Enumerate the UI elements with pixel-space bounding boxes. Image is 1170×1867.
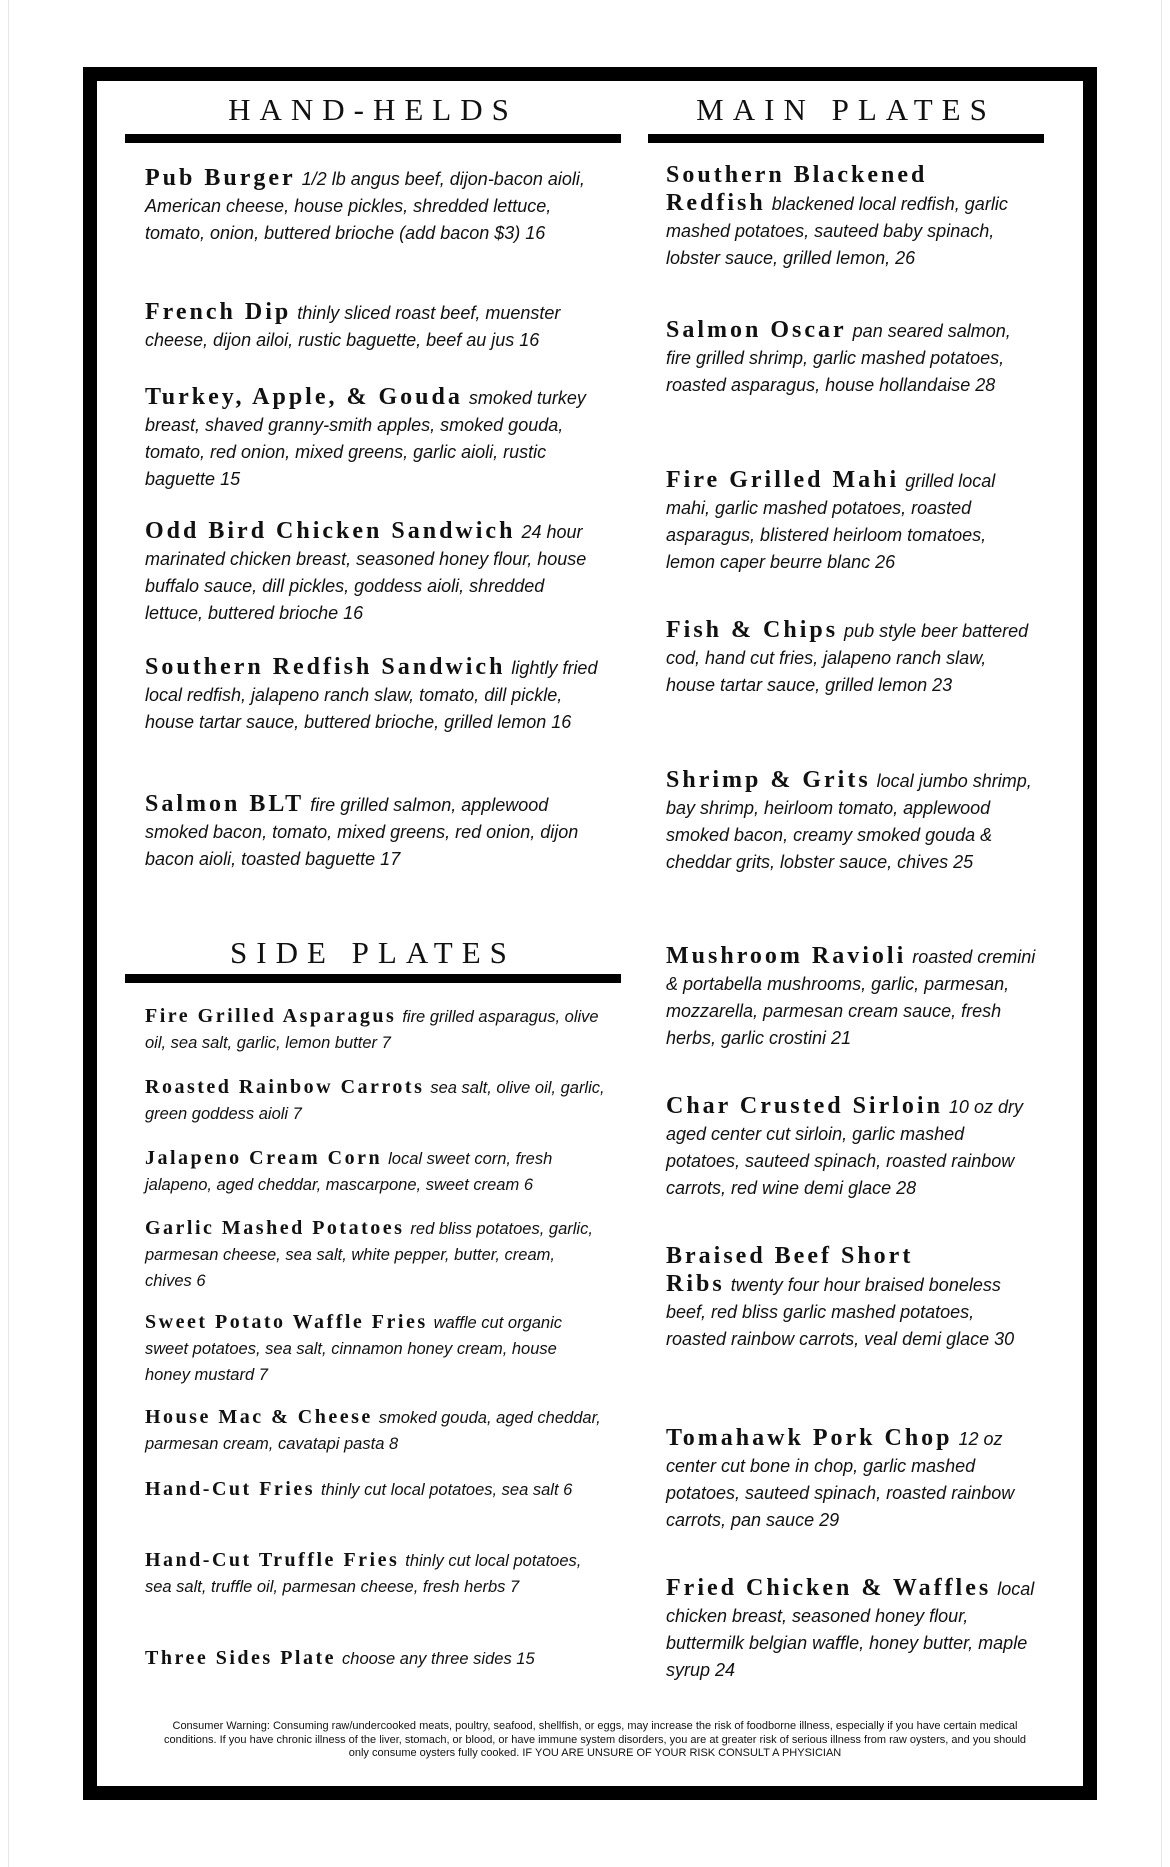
- menu-item: [145, 384, 605, 493]
- menu-item-description: 10 oz dry aged center cut sirloin, garlic mashed potatoes, sauteed spinach, roasted rainbow carrots, red wine demi glace 28: [666, 1097, 1023, 1198]
- menu-item-description: smoked turkey breast, shaved granny-smith apples, smoked gouda, tomato, red onion, mixed greens, garlic aioli, rustic baguette 15: [145, 388, 586, 489]
- menu-item-description: 1/2 lb angus beef, dijon-bacon aioli, American cheese, house pickles, shredded lettuce, tomato, onion, buttered brioche (add bacon $3) 16: [145, 169, 585, 243]
- menu-item-description: pan seared salmon, fire grilled shrimp, garlic mashed potatoes, roasted asparagus, house hollandaise 28: [666, 321, 1011, 395]
- menu-item-description: twenty four hour braised boneless beef, red bliss garlic mashed potatoes, roasted rainbow carrots, veal demi glace 30: [666, 1275, 1015, 1349]
- menu-item-description: smoked gouda, aged cheddar, parmesan cream, cavatapi pasta 8: [145, 1409, 601, 1453]
- menu-item-description: 24 hour marinated chicken breast, seasoned honey flour, house buffalo sauce, dill pickles, goddess aioli, shredded lettuce, buttered brioche 16: [145, 522, 587, 623]
- menu-item-description: red bliss potatoes, garlic, parmesan cheese, sea salt, white pepper, butter, cream, chives 6: [145, 1220, 593, 1290]
- menu-item-name: Three Sides Plate: [145, 1647, 337, 1669]
- menu-item-name: Turkey, Apple, & Gouda: [145, 384, 463, 410]
- menu-item: [145, 1074, 605, 1127]
- menu-item-name: Southern Blackened Redfish: [666, 162, 928, 216]
- main-plates-rule: [648, 134, 1044, 143]
- menu-item-name: Fire Grilled Asparagus: [145, 1005, 397, 1027]
- menu-item-name: Shrimp & Grits: [666, 767, 871, 793]
- menu-item: [145, 1215, 605, 1294]
- menu-item-name: Fried Chicken & Waffles: [666, 1575, 992, 1601]
- menu-item-name: Garlic Mashed Potatoes: [145, 1217, 405, 1239]
- menu-item-name: House Mac & Cheese: [145, 1406, 373, 1428]
- menu-item: [666, 1425, 1038, 1534]
- menu-item: [666, 1093, 1038, 1202]
- menu-item-description: waffle cut organic sweet potatoes, sea salt, cinnamon honey cream, house honey mustard 7: [145, 1314, 563, 1384]
- menu-item-description: grilled local mahi, garlic mashed potatoes, roasted asparagus, blistered heirloom tomatoes, lemon caper beurre blanc 26: [666, 471, 996, 572]
- hand-helds-rule: [125, 134, 621, 143]
- menu-item-name: Hand-Cut Truffle Fries: [145, 1549, 400, 1571]
- menu-item: [145, 654, 605, 736]
- menu-item-description: blackened local redfish, garlic mashed potatoes, sauteed baby spinach, lobster sauce, grilled lemon, 26: [666, 194, 1008, 268]
- menu-item: [666, 767, 1038, 876]
- menu-item-name: Roasted Rainbow Carrots: [145, 1076, 425, 1098]
- menu-item: [145, 1309, 605, 1388]
- menu-item: [666, 467, 1038, 576]
- menu-item-description: fire grilled salmon, applewood smoked bacon, tomato, mixed greens, red onion, dijon bacon aioli, toasted baguette 17: [145, 795, 579, 869]
- menu-item-name: Fish & Chips: [666, 617, 839, 643]
- menu-item-description: thinly cut local potatoes, sea salt 6: [321, 1481, 573, 1499]
- menu-item-description: choose any three sides 15: [342, 1650, 535, 1668]
- menu-item-name: Odd Bird Chicken Sandwich: [145, 518, 516, 544]
- menu-item-name: Salmon Oscar: [666, 317, 847, 343]
- menu-item-name: Hand-Cut Fries: [145, 1478, 315, 1500]
- menu-item: [145, 1003, 605, 1056]
- menu-item-description: 12 oz center cut bone in chop, garlic mashed potatoes, sauteed spinach, roasted rainbow carrots, pan sauce 29: [666, 1429, 1015, 1530]
- menu-item-name: Mushroom Ravioli: [666, 943, 907, 969]
- hand-helds-heading: HAND-HELDS: [228, 92, 518, 127]
- menu-item: [145, 791, 605, 873]
- menu-item: [145, 299, 605, 354]
- menu-item-description: thinly cut local potatoes, sea salt, truffle oil, parmesan cheese, fresh herbs 7: [145, 1552, 582, 1596]
- menu-item-description: fire grilled asparagus, olive oil, sea salt, garlic, lemon butter 7: [145, 1008, 599, 1052]
- menu-item-name: Fire Grilled Mahi: [666, 467, 900, 493]
- menu-item-description: local jumbo shrimp, bay shrimp, heirloom tomato, applewood smoked bacon, creamy smoked gouda & cheddar grits, lobster sauce, chives 25: [666, 771, 1032, 872]
- menu-item: [145, 1547, 605, 1600]
- consumer-warning: Consumer Warning: Consuming raw/undercooked meats, poultry, seafood, shellfish, or eggs, may increase the risk of foodborne illness, especially if you have certain medical conditions. If you have chronic illness of the liver, stomach, or blood, or have immune system disorders, you are at greater risk of serious illness from raw oysters, and you should only consume oysters fully cooked. IF YOU ARE UNSURE OF YOUR RISK CONSULT A PHYSICIAN: [163, 1720, 1027, 1759]
- menu-item-description: pub style beer battered cod, hand cut fries, jalapeno ranch slaw, house tartar sauce, grilled lemon 23: [666, 621, 1029, 695]
- menu-item: [666, 1243, 1038, 1353]
- menu-item: [145, 1145, 605, 1198]
- menu-item-name: Southern Redfish Sandwich: [145, 654, 506, 680]
- menu-item: [666, 1575, 1038, 1684]
- menu-item: [145, 1645, 605, 1672]
- menu-item-name: Salmon BLT: [145, 791, 305, 817]
- menu-item-description: roasted cremini & portabella mushrooms, garlic, parmesan, mozzarella, parmesan cream sauce, fresh herbs, garlic crostini 21: [666, 947, 1036, 1048]
- menu-item: [666, 617, 1038, 699]
- menu-item: [145, 518, 605, 627]
- menu-item-name: French Dip: [145, 299, 292, 325]
- menu-item-name: Tomahawk Pork Chop: [666, 1425, 953, 1451]
- side-plates-rule: [125, 974, 621, 983]
- menu-item-description: lightly fried local redfish, jalapeno ranch slaw, tomato, dill pickle, house tartar sauce, buttered brioche, grilled lemon 16: [145, 658, 598, 732]
- menu-item-description: thinly sliced roast beef, muenster cheese, dijon ailoi, rustic baguette, beef au jus 16: [145, 303, 561, 350]
- menu-item-name: Braised Beef Short Ribs: [666, 1243, 914, 1297]
- menu-item: [145, 1476, 605, 1503]
- menu-item-name: Jalapeno Cream Corn: [145, 1147, 383, 1169]
- menu-item: [145, 165, 605, 247]
- side-plates-heading: SIDE PLATES: [230, 935, 516, 970]
- menu-item: [666, 317, 1038, 399]
- menu-item: [666, 943, 1038, 1052]
- menu-item: [145, 1404, 605, 1457]
- menu-item-description: sea salt, olive oil, garlic, green goddess aioli 7: [145, 1079, 605, 1123]
- menu-item-name: Sweet Potato Waffle Fries: [145, 1311, 428, 1333]
- menu-item-name: Char Crusted Sirloin: [666, 1093, 943, 1119]
- main-plates-heading: MAIN PLATES: [696, 92, 996, 127]
- menu-item: [666, 162, 1038, 272]
- menu-item-name: Pub Burger: [145, 165, 296, 191]
- menu-item-description: local sweet corn, fresh jalapeno, aged cheddar, mascarpone, sweet cream 6: [145, 1150, 553, 1194]
- menu-item-description: local chicken breast, seasoned honey flour, buttermilk belgian waffle, honey butter, maple syrup 24: [666, 1579, 1035, 1680]
